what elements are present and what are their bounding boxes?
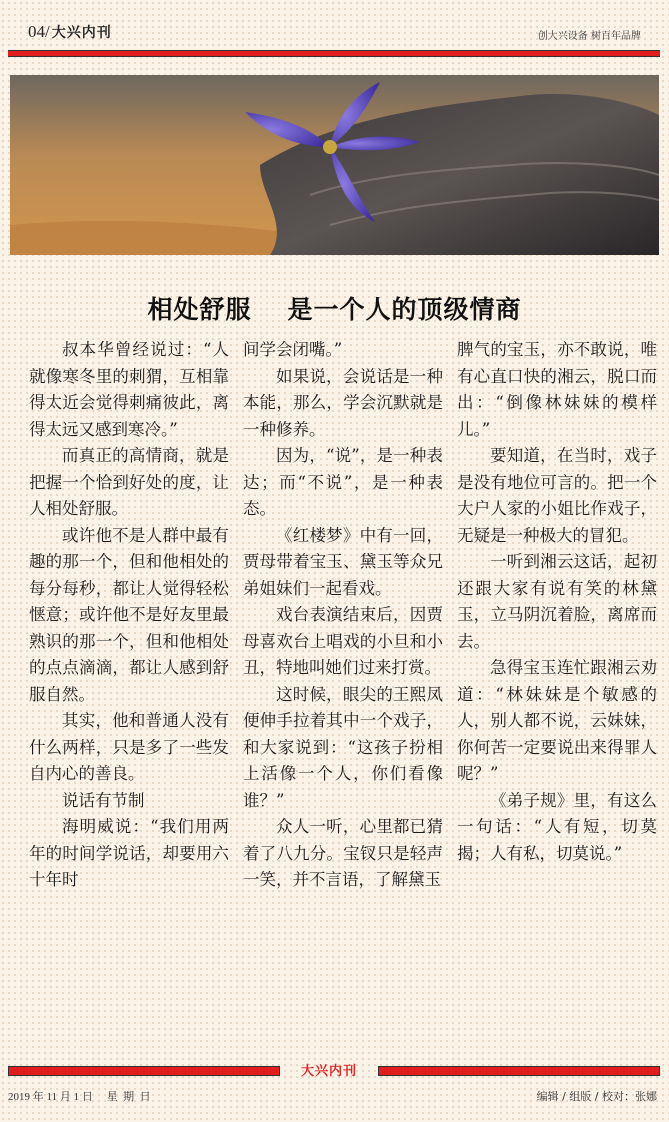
article-title	[0, 290, 669, 326]
paragraph: 如果说，会说话是一种本能，那么，学会沉默就是一种修养。	[243, 366, 443, 439]
footer-editors: 编辑 / 组版 / 校对：张娜	[536, 1090, 657, 1103]
paragraph: 要知道，在当时，戏子是没有地位可言的。把一个大户人家的小姐比作戏子，无疑是一种极大的冒犯。	[457, 446, 657, 545]
header-photo	[10, 75, 659, 255]
paragraph: 而真正的高情商，就是把握一个恰到好处的度，让人相处舒服。	[29, 446, 229, 518]
flower-photo-illustration	[10, 75, 659, 255]
section-heading: 说话有节制	[62, 790, 145, 810]
issue-label	[28, 22, 112, 42]
paragraph: 其实，他和普通人没有什么两样，只是多了一些发自内心的善良。	[29, 711, 229, 783]
publication-name: 大兴内刊	[51, 25, 112, 41]
footer-publication-name: 大兴内刊	[300, 1064, 357, 1079]
title-part-1: 相处舒服	[147, 295, 252, 324]
footer-date: 2019 年 11 月 1 日 星 期 日	[8, 1091, 151, 1103]
footer-rule-right	[378, 1066, 660, 1076]
paragraph: 这时候，眼尖的王熙凤便伸手拉着其中一个戏子，和大家说到：“这孩子扮相上活像一个人，你们看像谁？”	[243, 684, 443, 810]
page-header	[0, 0, 669, 60]
text-column-2	[243, 337, 443, 894]
footer-rule-left	[8, 1066, 280, 1076]
paragraph: 《弟子规》里，有这么一句话：“人有短，切莫揭；人有私，切莫说。”	[457, 790, 657, 863]
text-column-1	[29, 337, 229, 894]
paragraph: 或许他不是人群中最有趣的那一个，但和他相处的每分每秒，都让人觉得轻松惬意；或许他不是好友里最熟识的那一个，但和他相处的点点滴滴，都让人感到舒服自然。	[29, 525, 229, 704]
paragraph: 因为，“说”，是一种表达；而“不说”，是一种表态。	[243, 446, 443, 518]
header-slogan: 创大兴设备 树百年品牌	[537, 31, 641, 42]
title-part-2: 是一个人的顶级情商	[287, 295, 522, 324]
text-column-3	[457, 337, 657, 867]
paragraph: 众人一听，心里都已猜着了八九分。宝钗只是轻声一笑，并不言语，了解黛玉	[243, 817, 443, 889]
paragraph: 一听到湘云这话，起初还跟大家有说有笑的林黛玉，立马阴沉着脸，离席而去。	[457, 552, 657, 651]
paragraph: 《红楼梦》中有一回，贾母带着宝玉、黛玉等众兄弟姐妹们一起看戏。	[243, 525, 443, 598]
paragraph: 海明威说：“我们用两年的时间学说话，却要用六十年时	[29, 817, 229, 889]
paragraph: 戏台表演结束后，因贾母喜欢台上唱戏的小旦和小丑，特地叫她们过来打赏。	[243, 605, 443, 677]
paragraph: 急得宝玉连忙跟湘云劝道：“林妹妹是个敏感的人，别人都不说，云妹妹，你何苦一定要说出来得罪人呢？”	[457, 658, 657, 783]
issue-number: 04/	[28, 22, 50, 41]
header-rule	[8, 50, 660, 57]
paragraph-continued: 脾气的宝玉，亦不敢说，唯有心直口快的湘云，脱口而出：“倒像林妹妹的模样儿。”	[457, 340, 657, 439]
paragraph: 叔本华曾经说过：“人就像寒冬里的刺猬，互相靠得太近会觉得刺痛彼此，离得太远又感到寒冷。”	[29, 340, 229, 439]
paragraph-continued: 间学会闭嘴。”	[243, 340, 343, 359]
